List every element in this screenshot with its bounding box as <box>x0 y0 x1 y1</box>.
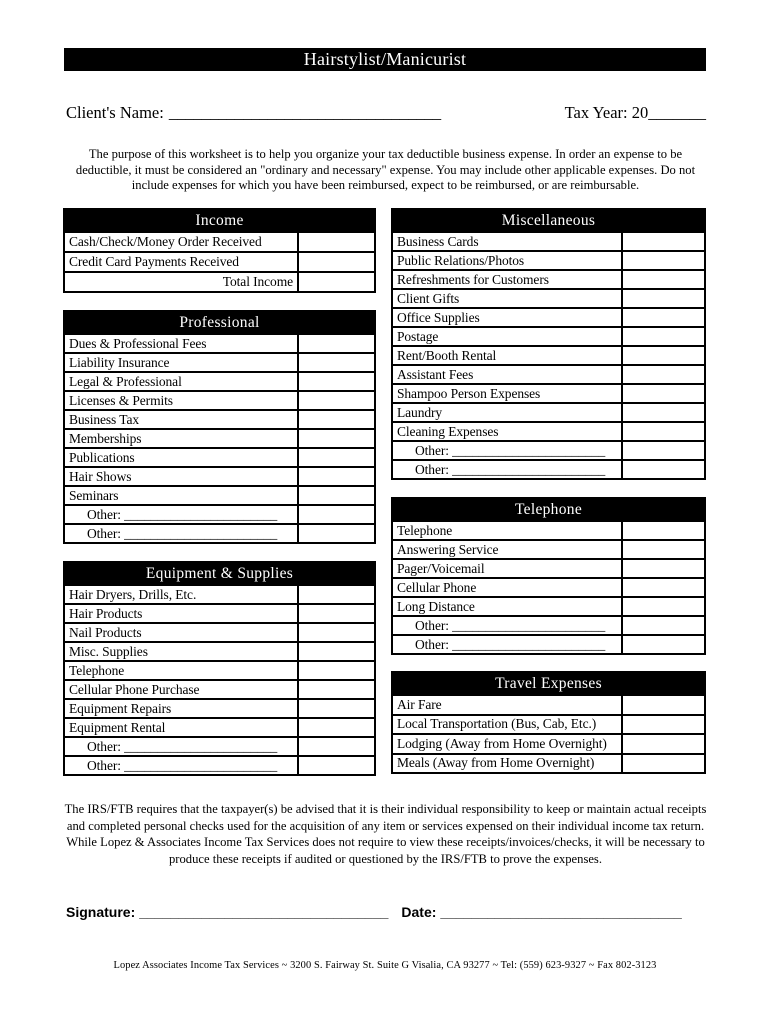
table-row <box>393 269 704 288</box>
tax-year-field <box>565 103 706 123</box>
other-expense-blank-line[interactable]: Other: _______________________ <box>415 636 606 652</box>
amount-input-cell[interactable] <box>297 738 374 755</box>
amount-input-cell[interactable] <box>621 328 704 345</box>
client-name-field <box>66 103 441 123</box>
other-expense-blank-line[interactable]: Other: _______________________ <box>415 442 606 458</box>
table-row <box>393 733 704 753</box>
expense-label: Air Fare <box>397 696 442 712</box>
professional-section-header: Professional <box>65 312 374 333</box>
other-expense-row <box>393 615 704 634</box>
amount-input-cell[interactable] <box>297 253 374 271</box>
client-info-row <box>66 103 706 123</box>
other-expense-blank-line[interactable]: Other: _______________________ <box>87 738 278 754</box>
table-row <box>393 288 704 307</box>
amount-input-cell[interactable] <box>621 579 704 596</box>
amount-input-cell[interactable] <box>297 700 374 717</box>
table-row <box>65 231 374 251</box>
expense-label: Postage <box>397 328 439 344</box>
receipts-notice-paragraph: The IRS/FTB requires that the taxpayer(s) be advised that it is their individual responsibility to keep or maintain actual receipts and completed personal checks used for the acquisition of any item or services expensed on their individual income tax return. While Lopez & Associates Income Tax Services does not require to view these receipts/invoices/checks, it will be necessary to produce these receipts if audited or questioned by the IRS/FTB to prove the expenses. <box>64 802 707 866</box>
table-row <box>393 364 704 383</box>
table-row <box>65 466 374 485</box>
table-row <box>65 333 374 352</box>
expense-label: Publications <box>69 449 135 465</box>
client-name-blank-line[interactable]: _________________________________ <box>168 103 442 122</box>
expense-label: Cash/Check/Money Order Received <box>69 234 262 249</box>
amount-input-cell[interactable] <box>621 366 704 383</box>
table-row <box>393 326 704 345</box>
table-row <box>65 251 374 271</box>
client-name-label: Client's Name: <box>66 103 164 122</box>
miscellaneous-section-header: Miscellaneous <box>393 210 704 231</box>
amount-input-cell[interactable] <box>297 605 374 622</box>
amount-input-cell[interactable] <box>621 541 704 558</box>
other-expense-blank-line[interactable]: Other: _______________________ <box>87 506 278 522</box>
telephone-section-header: Telephone <box>393 499 704 520</box>
other-expense-blank-line[interactable]: Other: _______________________ <box>415 617 606 633</box>
amount-input-cell[interactable] <box>621 442 704 459</box>
amount-input-cell[interactable] <box>621 404 704 421</box>
table-row <box>65 660 374 679</box>
telephone-table <box>391 497 706 655</box>
total-income-row <box>65 271 374 291</box>
amount-input-cell[interactable] <box>621 696 704 714</box>
table-row <box>65 641 374 660</box>
tax-year-label: Tax Year: 20 <box>564 103 649 122</box>
other-expense-row <box>65 755 374 774</box>
expense-label: Meals (Away from Home Overnight) <box>397 755 595 771</box>
table-row <box>65 409 374 428</box>
table-row <box>393 753 704 773</box>
amount-input-cell[interactable] <box>297 354 374 371</box>
table-row <box>65 390 374 409</box>
other-expense-row <box>393 634 704 653</box>
expense-label: Misc. Supplies <box>69 643 148 659</box>
equipment-supplies-table <box>63 561 376 776</box>
other-expense-blank-line[interactable]: Other: _______________________ <box>87 525 278 541</box>
other-expense-row <box>65 523 374 542</box>
amount-input-cell[interactable] <box>297 586 374 603</box>
expense-label: Credit Card Payments Received <box>69 254 239 269</box>
expense-label: Memberships <box>69 430 142 446</box>
income-section-header: Income <box>65 210 374 231</box>
expense-label: Hair Shows <box>69 468 132 484</box>
expense-label: Refreshments for Customers <box>397 271 549 287</box>
amount-input-cell[interactable] <box>621 735 704 753</box>
amount-input-cell[interactable] <box>621 755 704 773</box>
table-row <box>393 402 704 421</box>
table-row <box>393 421 704 440</box>
amount-input-cell[interactable] <box>621 522 704 539</box>
professional-table <box>63 310 376 544</box>
expense-label: Nail Products <box>69 624 142 640</box>
expense-label: Assistant Fees <box>397 366 474 382</box>
amount-input-cell[interactable] <box>297 719 374 736</box>
expense-label: Cleaning Expenses <box>397 423 499 439</box>
amount-input-cell[interactable] <box>621 347 704 364</box>
amount-input-cell[interactable] <box>297 449 374 466</box>
amount-input-cell[interactable] <box>297 411 374 428</box>
expense-label: Answering Service <box>397 541 499 557</box>
expense-label: Long Distance <box>397 598 475 614</box>
amount-input-cell[interactable] <box>621 716 704 734</box>
expense-label: Rent/Booth Rental <box>397 347 497 363</box>
amount-input-cell[interactable] <box>297 525 374 542</box>
table-row <box>65 717 374 736</box>
amount-input-cell[interactable] <box>621 423 704 440</box>
expense-label: Client Gifts <box>397 290 460 306</box>
amount-input-cell[interactable] <box>621 271 704 288</box>
expense-label: Seminars <box>69 487 119 503</box>
left-column <box>63 208 376 776</box>
expense-label: Pager/Voicemail <box>397 560 485 576</box>
total-income-label: Total Income <box>222 274 293 289</box>
expense-label: Telephone <box>397 522 453 538</box>
table-row <box>65 603 374 622</box>
amount-input-cell[interactable] <box>621 461 704 478</box>
amount-input-cell[interactable] <box>621 617 704 634</box>
document-title: Hairstylist/Manicurist <box>303 49 467 69</box>
amount-input-cell[interactable] <box>297 757 374 774</box>
intro-paragraph: The purpose of this worksheet is to help you organize your tax deductible business expense. In order an expense to be deductible, it must be considered an "ordinary and necessary" expense. You may include other applicable expenses. Do not include expenses for which you have been reimbursed, expect to be reimbursed, or are reimbursable. <box>75 147 696 193</box>
table-row <box>393 539 704 558</box>
expense-label: Shampoo Person Expenses <box>397 385 541 401</box>
expense-label: Legal & Professional <box>69 373 182 389</box>
table-row <box>393 345 704 364</box>
amount-input-cell[interactable] <box>297 681 374 698</box>
table-row <box>65 584 374 603</box>
table-row <box>393 577 704 596</box>
other-expense-blank-line[interactable]: Other: _______________________ <box>415 461 606 477</box>
table-row <box>393 714 704 734</box>
table-row <box>393 596 704 615</box>
other-expense-blank-line[interactable]: Other: _______________________ <box>87 757 278 773</box>
amount-input-cell[interactable] <box>297 624 374 641</box>
expense-label: Office Supplies <box>397 309 480 325</box>
miscellaneous-table <box>391 208 706 480</box>
date-label: Date: <box>401 904 437 920</box>
expense-label: Business Tax <box>69 411 139 427</box>
table-row <box>65 447 374 466</box>
amount-input-cell[interactable] <box>621 385 704 402</box>
footer-contact-line: Lopez Associates Income Tax Services ~ 3200 S. Fairway St. Suite G Visalia, CA 93277 ~ Tel: (559) 623-9327 ~ Fax 802-3123 <box>113 960 657 971</box>
table-row <box>393 383 704 402</box>
amount-input-cell[interactable] <box>297 430 374 447</box>
table-row <box>393 250 704 269</box>
expense-label: Business Cards <box>397 233 479 249</box>
amount-input-cell[interactable] <box>297 273 374 291</box>
other-expense-row <box>393 440 704 459</box>
income-table <box>63 208 376 293</box>
amount-input-cell[interactable] <box>621 233 704 250</box>
travel-expenses-table <box>391 671 706 774</box>
expense-label: Laundry <box>397 404 443 420</box>
table-row <box>65 622 374 641</box>
expense-label: Equipment Repairs <box>69 700 172 716</box>
signature-label: Signature: <box>66 904 136 920</box>
expense-label: Lodging (Away from Home Overnight) <box>397 735 607 751</box>
table-row <box>393 558 704 577</box>
expense-label: Equipment Rental <box>69 719 166 735</box>
amount-input-cell[interactable] <box>297 506 374 523</box>
document-title-bar <box>64 48 706 71</box>
amount-input-cell[interactable] <box>297 662 374 679</box>
table-row <box>65 698 374 717</box>
table-row <box>65 352 374 371</box>
amount-input-cell[interactable] <box>297 643 374 660</box>
amount-input-cell[interactable] <box>621 598 704 615</box>
table-row <box>65 371 374 390</box>
expense-label: Liability Insurance <box>69 354 170 370</box>
amount-input-cell[interactable] <box>621 290 704 307</box>
table-row <box>393 520 704 539</box>
table-row <box>393 231 704 250</box>
travel-section-header: Travel Expenses <box>393 673 704 694</box>
date-blank-line[interactable]: _______________________________ <box>440 904 682 920</box>
amount-input-cell[interactable] <box>297 373 374 390</box>
table-row <box>65 679 374 698</box>
expense-label: Local Transportation (Bus, Cab, Etc.) <box>397 716 597 732</box>
amount-input-cell[interactable] <box>621 309 704 326</box>
expense-label: Cellular Phone Purchase <box>69 681 200 697</box>
signature-row <box>66 904 682 920</box>
amount-input-cell[interactable] <box>297 487 374 504</box>
table-row <box>65 428 374 447</box>
equipment-section-header: Equipment & Supplies <box>65 563 374 584</box>
table-row <box>393 307 704 326</box>
tax-year-blank-line[interactable]: _______ <box>648 103 706 122</box>
expense-label: Licenses & Permits <box>69 392 173 408</box>
expense-label: Telephone <box>69 662 125 678</box>
expense-label: Cellular Phone <box>397 579 477 595</box>
expense-label: Hair Dryers, Drills, Etc. <box>69 586 197 602</box>
expense-label: Dues & Professional Fees <box>69 335 207 351</box>
table-row <box>65 485 374 504</box>
other-expense-row <box>65 504 374 523</box>
amount-input-cell[interactable] <box>621 252 704 269</box>
amount-input-cell[interactable] <box>297 335 374 352</box>
other-expense-row <box>65 736 374 755</box>
amount-input-cell[interactable] <box>297 392 374 409</box>
expense-label: Hair Products <box>69 605 143 621</box>
expense-label: Public Relations/Photos <box>397 252 525 268</box>
amount-input-cell[interactable] <box>621 636 704 653</box>
right-column <box>391 208 706 774</box>
amount-input-cell[interactable] <box>297 468 374 485</box>
amount-input-cell[interactable] <box>297 233 374 251</box>
signature-blank-line[interactable]: ________________________________ <box>139 904 389 920</box>
amount-input-cell[interactable] <box>621 560 704 577</box>
table-row <box>393 694 704 714</box>
other-expense-row <box>393 459 704 478</box>
